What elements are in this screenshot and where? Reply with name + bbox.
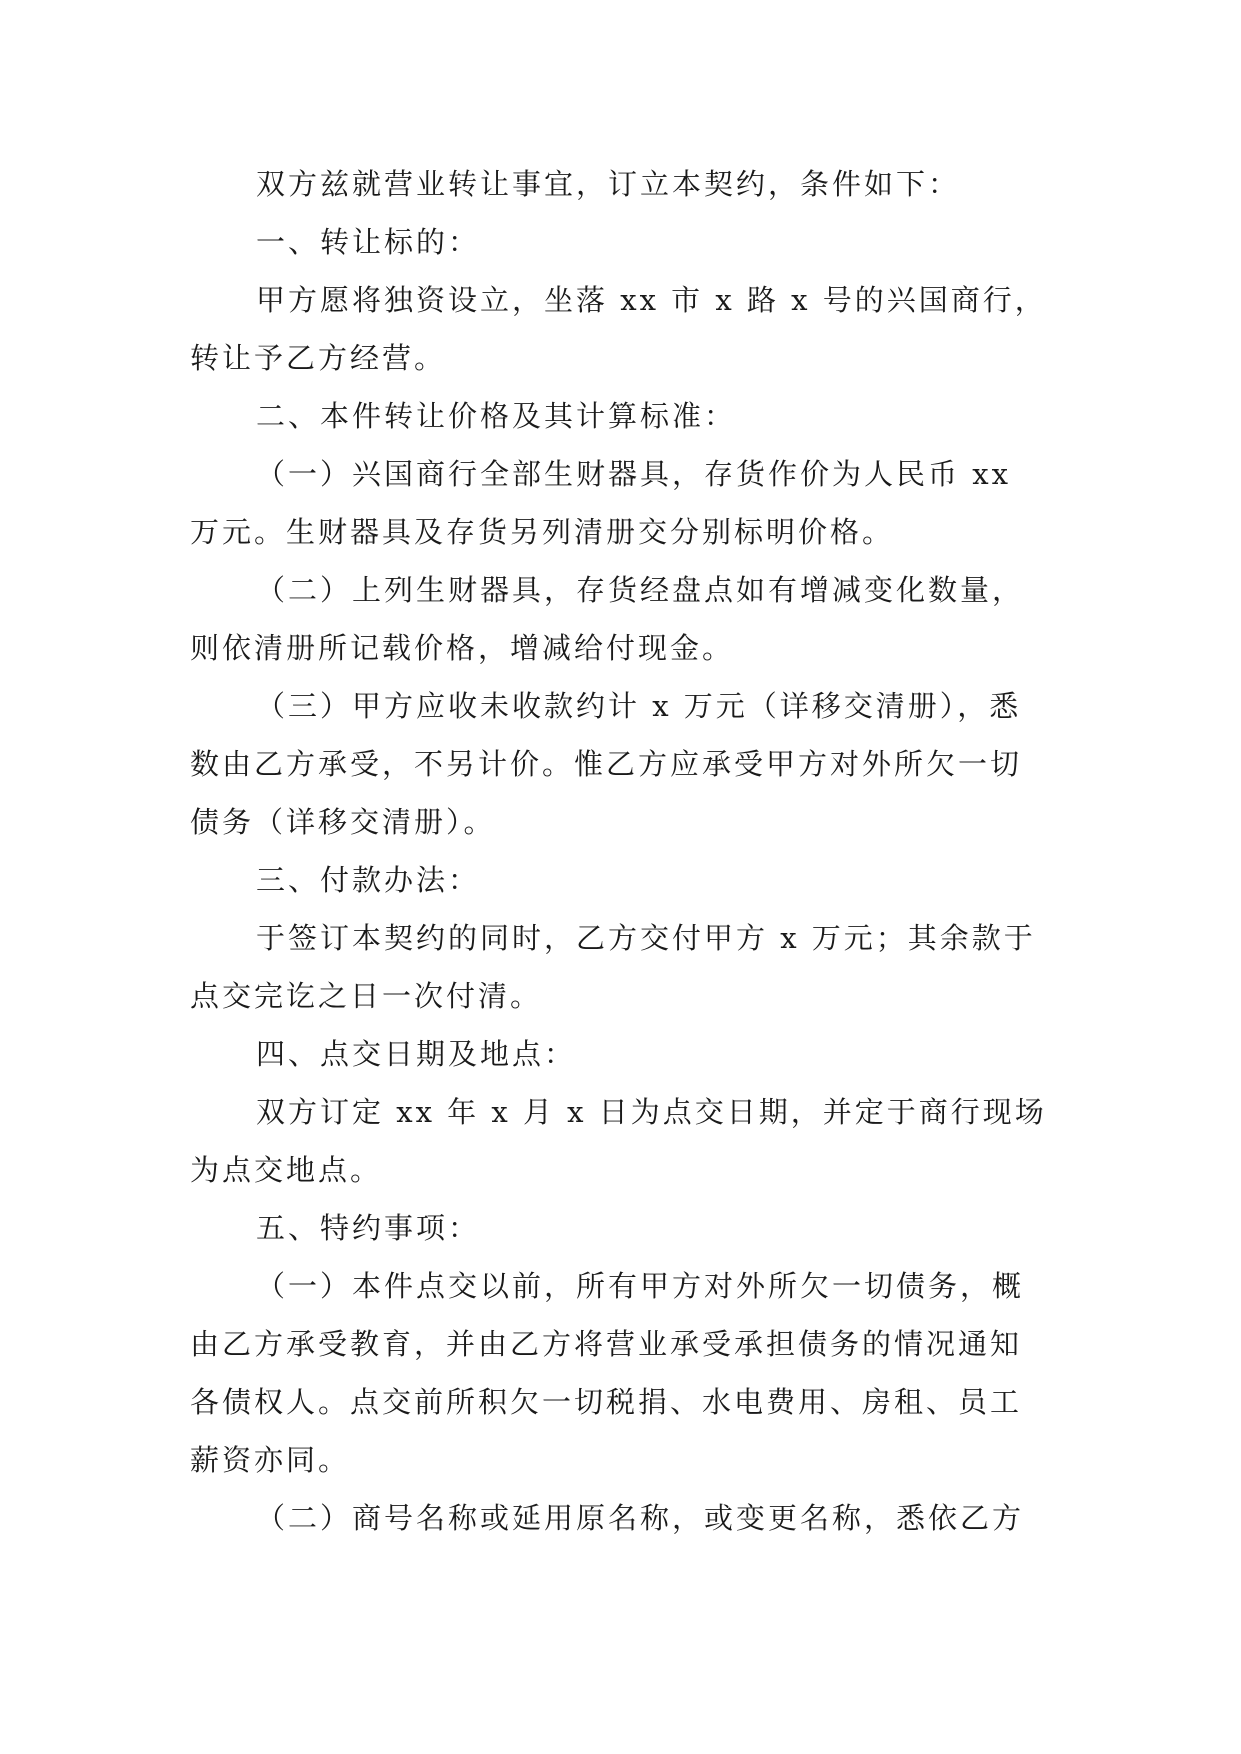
contract-body	[190, 155, 1050, 1547]
heading-handover: 四、点交日期及地点：	[256, 1037, 577, 1071]
heading-special-terms: 五、特约事项：	[256, 1211, 481, 1245]
paragraph-intro: 双方兹就营业转让事宜，订立本契约，条件如下：	[256, 167, 961, 201]
paragraph-transfer-object: 甲方愿将独资设立，坐落 xx 市 x 路 x 号的兴国商行，转让予乙方经营。	[190, 283, 1047, 375]
paragraph-special-2: （二）商号名称或延用原名称，或变更名称，悉依乙方	[256, 1501, 1025, 1535]
paragraph-price-3: （三）甲方应收未收款约计 x 万元（详移交清册），悉数由乙方承受，不另计价。惟乙方应承受甲方对外所欠一切债务（详移交清册）。	[190, 689, 1023, 839]
paragraph-payment: 于签订本契约的同时，乙方交付甲方 x 万元；其余款于点交完讫之日一次付清。	[190, 921, 1036, 1013]
paragraph-special-1: （一）本件点交以前，所有甲方对外所欠一切债务，概由乙方承受教育，并由乙方将营业承受承担债务的情况通知各债权人。点交前所积欠一切税捐、水电费用、房租、员工薪资亦同。	[190, 1269, 1025, 1477]
heading-transfer-object: 一、转让标的：	[256, 225, 481, 259]
heading-price: 二、本件转让价格及其计算标准：	[256, 399, 737, 433]
heading-payment: 三、付款办法：	[256, 863, 481, 897]
paragraph-price-2: （二）上列生财器具，存货经盘点如有增减变化数量，则依清册所记载价格，增减给付现金。	[190, 573, 1025, 665]
paragraph-handover: 双方订定 xx 年 x 月 x 日为点交日期，并定于商行现场为点交地点。	[190, 1095, 1047, 1187]
paragraph-price-1: （一）兴国商行全部生财器具，存货作价为人民币 xx 万元。生财器具及存货另列清册交分别标明价格。	[190, 457, 1011, 549]
